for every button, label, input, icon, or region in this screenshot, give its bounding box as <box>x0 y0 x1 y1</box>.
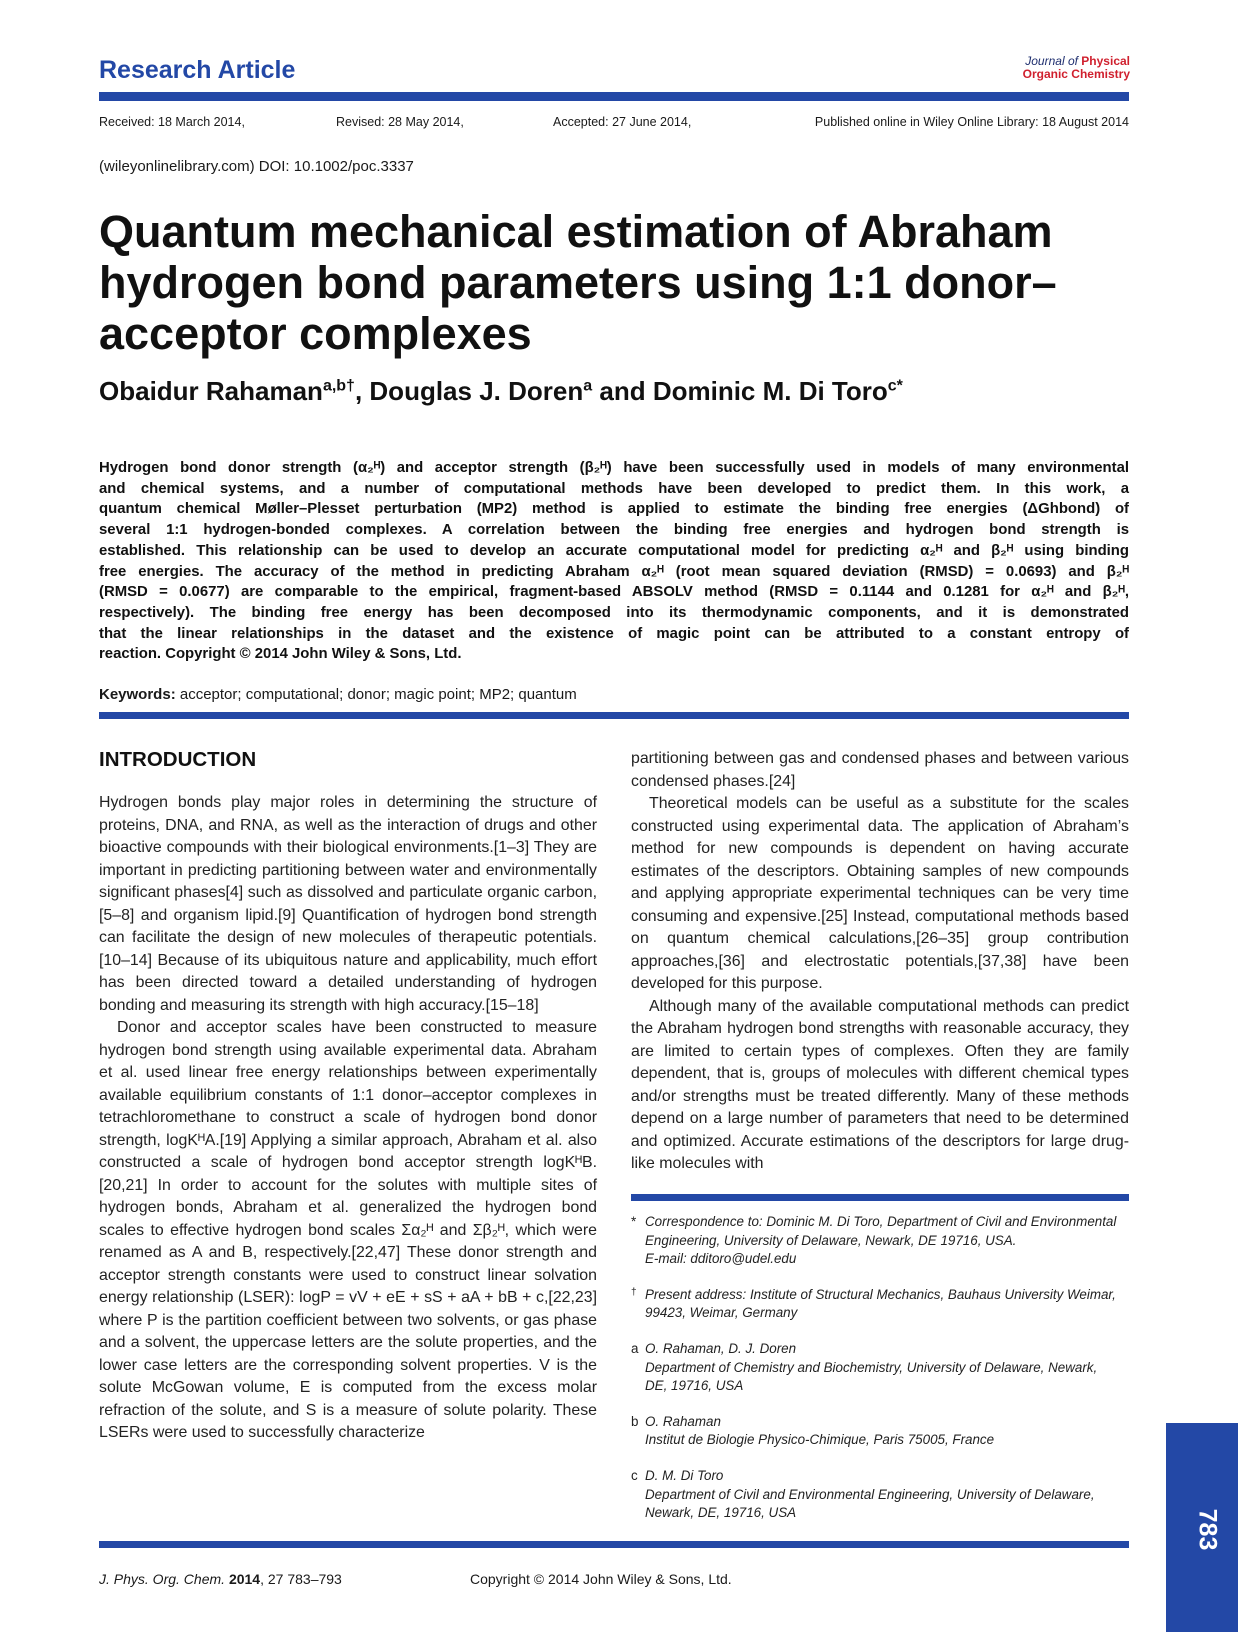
logo-organic-chemistry: Organic Chemistry <box>1022 67 1130 81</box>
abstract-line: free energies. The accuracy of the method in predicting Abraham α₂ᴴ (root mean squared deviation (RMSD) = 0.0693) and β₂ᴴ <box>99 563 1129 580</box>
keywords <box>99 686 577 703</box>
keywords-list: acceptor; computational; donor; magic point; MP2; quantum <box>179 686 577 703</box>
published-date: Published online in Wiley Online Library: 18 August 2014 <box>814 115 1129 129</box>
right-column <box>631 748 1129 1176</box>
title-line: hydrogen bond parameters using 1:1 donor– <box>99 257 1057 308</box>
footnote-mark: a <box>631 1340 639 1356</box>
footnote-mark: b <box>631 1413 639 1429</box>
abstract-line: respectively). The binding free energy has been decomposed into its thermodynamic components, and it is demonstrated <box>99 604 1129 621</box>
footnote-mark: † <box>631 1286 637 1298</box>
abstract <box>99 458 1129 665</box>
footnote-mark: * <box>631 1214 637 1229</box>
body-paragraph: Donor and acceptor scales have been constructed to measure hydrogen bond strength using available experimental data. Abraham et al. used linear free energy relationships between experimentally available equilibrium constants of 1:1 donor–acceptor complexes in tetrachloromethane to construct a scale of hydrogen bond donor strength, logKᴴA.[19] Applying a similar approach, Abraham et al. also constructed a scale of hydrogen bond acceptor strength logKᴴB.[20,21] In order to account for the solutes with multiple sites of hydrogen bonds, Abraham et al. generalized the hydrogen bond scales to effective hydrogen bond scales Σα₂ᴴ and Σβ₂ᴴ, which were renamed as A and B, respectively.[22,47] These donor strength and acceptor strength constants were used to construct linear solvation energy relationship (LSER): logP = vV + eE + sS + aA + bB + c,[22,23] where P is the partition coefficient between two solvents, or gas phase and a solvent, the uppercase letters are the solute properties, and the lower case letters are the corresponding solvent properties. V is the solute McGowan volume, E is computed from the excess molar refraction of the solute, and S is a measure of solute polarity. These LSERs were used to successfully characterize <box>99 1019 597 1441</box>
footer-rule <box>99 1541 1129 1548</box>
author-name: Dominic M. Di Toro <box>652 376 888 406</box>
body-paragraph: Although many of the available computational methods can predict the Abraham hydrogen bond strengths with reasonable accuracy, they are limited to certain types of complexes. Often they are family dependent, that is, groups of molecules with different chemical types and/or strengths must be treated differently. Many of these methods depend on a large number of parameters that need to be determined and optimized. Accurate estimations of the descriptors for large drug-like molecules with <box>631 997 1129 1172</box>
left-column <box>99 792 597 1445</box>
footnote-line: Institut de Biologie Physico-Chimique, Paris 75005, France <box>645 1432 995 1448</box>
journal-citation <box>99 1571 342 1587</box>
keywords-label: Keywords: <box>99 686 176 703</box>
journal-abbrev: J. Phys. Org. Chem. <box>99 1571 226 1587</box>
abstract-line: reaction. Copyright © 2014 John Wiley & Sons, Ltd. <box>99 646 462 663</box>
logo-physical: Physical <box>1081 54 1130 68</box>
footnote <box>631 1286 1131 1323</box>
article-title <box>99 206 1139 359</box>
footnote-line: Department of Civil and Environmental Engineering, University of Delaware, <box>645 1486 1095 1502</box>
footnote-line: DE, 19716, USA <box>645 1378 744 1394</box>
footnote <box>631 1340 1131 1396</box>
revised-date: Revised: 28 May 2014, <box>336 115 464 129</box>
received-date: Received: 18 March 2014, <box>99 115 245 129</box>
author-separator: , <box>354 376 370 406</box>
section-heading: INTRODUCTION <box>99 748 257 771</box>
abstract-line: (RMSD = 0.0677) are comparable to the empirical, fragment-based ABSOLV method (RMSD = 0.1144 and 0.1281 for α₂ᴴ and β₂ᴴ, <box>99 584 1129 601</box>
footnote-line: Engineering, University of Delaware, Newark, DE 19716, USA. <box>645 1232 1017 1248</box>
journal-logo <box>1023 55 1130 81</box>
footnote <box>631 1467 1131 1523</box>
author-name: Douglas J. Doren <box>369 376 584 406</box>
body-paragraph: Theoretical models can be useful as a substitute for the scales constructed using experimental data. The application of Abraham’s method for new compounds is dependent on having accurate estimates of the descriptors. Obtaining samples of new compounds and applying appropriate experimental techniques can be very time consuming and expensive.[25] Instead, computational methods based on quantum chemical calculations,[26–35] group contribution approaches,[36] and electrostatic potentials,[37,38] have been developed for this purpose. <box>631 795 1129 992</box>
accepted-date: Accepted: 27 June 2014, <box>553 115 692 129</box>
footnote-line: Department of Chemistry and Biochemistry, University of Delaware, Newark, <box>645 1359 1098 1375</box>
page-number-tab <box>1166 1423 1238 1632</box>
abstract-line: Hydrogen bond donor strength (α₂ᴴ) and acceptor strength (β₂ᴴ) have been successfully used in models of many environmental <box>99 460 1129 476</box>
author-affiliation: a <box>583 377 593 395</box>
footnote-mark: c <box>631 1467 638 1483</box>
page-number: 783 <box>1193 1508 1222 1551</box>
footnote-line: Newark, DE, 19716, USA <box>645 1505 797 1521</box>
doi: (wileyonlinelibrary.com) DOI: 10.1002/poc.3337 <box>99 158 414 175</box>
footnote-line: 99423, Weimar, Germany <box>645 1305 798 1321</box>
title-line: acceptor complexes <box>99 308 532 359</box>
author-affiliation: a,b† <box>322 377 355 395</box>
footnote <box>631 1213 1131 1269</box>
footnote-rule <box>631 1194 1129 1201</box>
author-separator: and <box>592 376 653 406</box>
title-line: Quantum mechanical estimation of Abraham <box>99 206 1053 257</box>
footnotes <box>631 1213 1131 1540</box>
footnote-line: O. Rahaman <box>645 1413 721 1429</box>
footnote-line: Present address: Institute of Structural Mechanics, Bauhaus University Weimar, <box>645 1286 1116 1302</box>
author-affiliation: c* <box>887 377 903 395</box>
header-rule <box>99 92 1129 101</box>
abstract-line: quantum chemical Møller–Plesset perturbation (MP2) method is applied to estimate the binding free energies (ΔGhbond) of <box>99 501 1129 518</box>
logo-prefix: Journal of <box>1025 54 1078 68</box>
abstract-rule <box>99 712 1129 719</box>
abstract-line: established. This relationship can be used to develop an accurate computational model for predicting α₂ᴴ and β₂ᴴ using binding <box>99 542 1129 559</box>
footnote-line: O. Rahaman, D. J. Doren <box>645 1340 797 1356</box>
footer-copyright: Copyright © 2014 John Wiley & Sons, Ltd. <box>470 1571 732 1587</box>
abstract-line: that the linear relationships in the dataset and the existence of magic point can be attributed to a constant entropy of <box>99 625 1129 642</box>
footnote <box>631 1413 1131 1450</box>
body-paragraph: Hydrogen bonds play major roles in determining the structure of proteins, DNA, and RNA, as well as the interaction of drugs and other bioactive compounds with their biological environments.[1–3] They are important in predicting partitioning between water and environmentally significant phases[4] such as dissolved and particulate organic carbon,[5–8] and organism lipid.[9] Quantification of hydrogen bond strength can facilitate the design of new molecules of therapeutic potentials.[10–14] Because of its ubiquitous nature and applicability, much effort has been directed toward a detailed understanding of hydrogen bonding and measuring its strength with high accuracy.[15–18] <box>99 794 597 1014</box>
citation-volume-pages: , 27 783–793 <box>260 1571 342 1587</box>
abstract-line: several 1:1 hydrogen-bonded complexes. A correlation between the binding free energies and hydrogen bond strength is <box>99 522 1129 539</box>
footnote-line: Correspondence to: Dominic M. Di Toro, Department of Civil and Environmental <box>645 1214 1117 1229</box>
footnote-line: D. M. Di Toro <box>645 1467 724 1483</box>
footnote-line: E-mail: dditoro@udel.edu <box>645 1251 797 1267</box>
body-paragraph: partitioning between gas and condensed phases and between various condensed phases.[24] <box>631 750 1129 790</box>
abstract-line: and chemical systems, and a number of computational methods have been developed to predict them. In this work, a <box>99 480 1129 497</box>
author-list <box>99 376 903 407</box>
author-name: Obaidur Rahaman <box>99 376 323 406</box>
citation-year: 2014 <box>228 1571 261 1587</box>
section-label: Research Article <box>99 56 296 84</box>
